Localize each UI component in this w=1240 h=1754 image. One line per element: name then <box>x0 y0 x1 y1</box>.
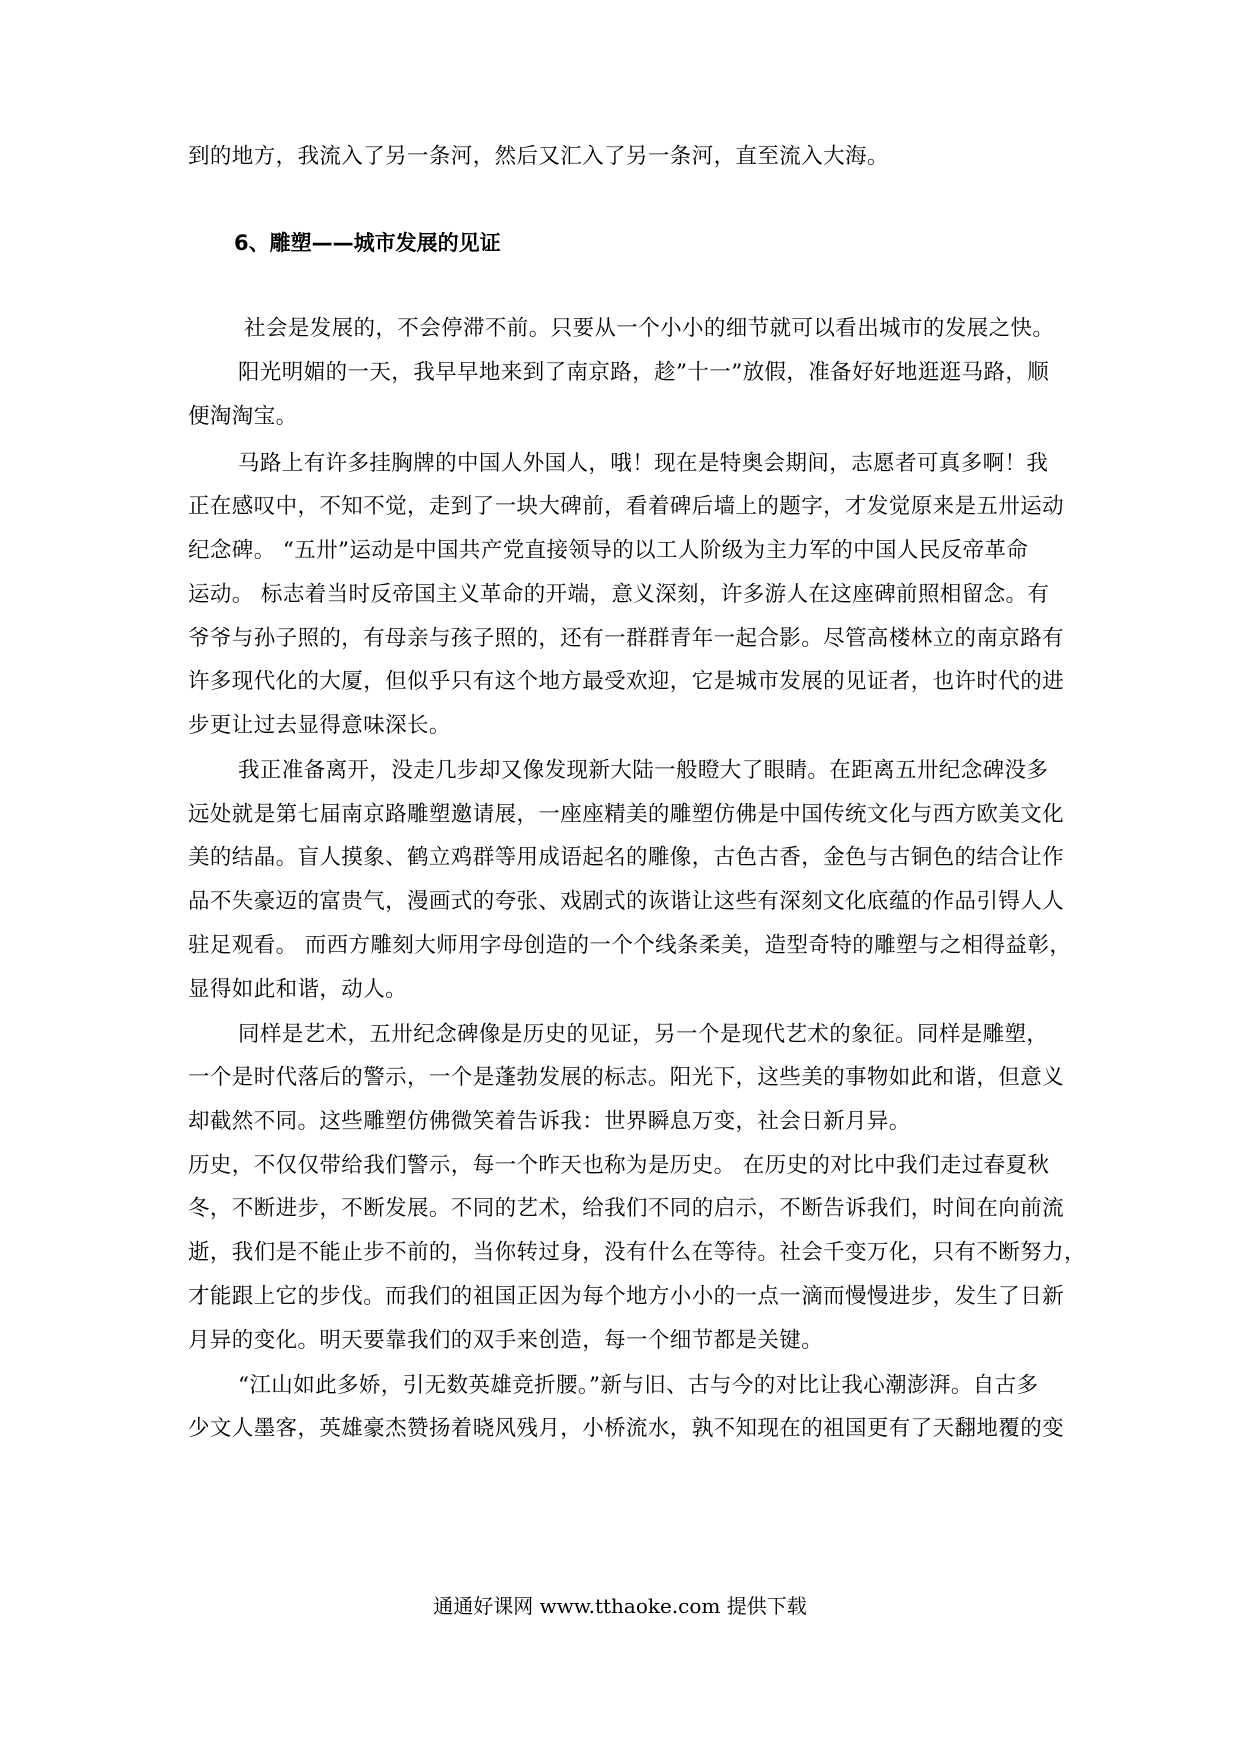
paragraph-line: 运动。 标志着当时反帝国主义革命的开端，意义深刻，许多游人在这座碑前照相留念。有 <box>188 582 1050 607</box>
paragraph-line: 便淘淘宝。 <box>188 404 298 429</box>
paragraph-line: 社会是发展的，不会停滞不前。只要从一个小小的细节就可以看出城市的发展之快。 <box>244 316 1055 341</box>
paragraph-line: 步更让过去显得意味深长。 <box>188 713 451 738</box>
paragraph-line: 一个是时代落后的警示，一个是蓬勃发展的标志。阳光下，这些美的事物如此和谐，但意义 <box>188 1065 1065 1090</box>
paragraph-line: 冬，不断进步，不断发展。不同的艺术，给我们不同的启示，不断告诉我们，时间在向前流 <box>188 1196 1065 1221</box>
paragraph-line: 美的结晶。盲人摸象、鹤立鸡群等用成语起名的雕像，古色古香，金色与古铜色的结合让作 <box>188 845 1065 870</box>
paragraph-line: “江山如此多娇，引无数英雄竞折腰。”新与旧、古与今的对比让我心潮澎湃。自古多 <box>238 1373 1039 1398</box>
paragraph-line: 我正准备离开，没走几步却又像发现新大陆一般瞪大了眼睛。在距离五卅纪念碑没多 <box>238 758 1049 783</box>
paragraph-line: 品不失豪迈的富贵气，漫画式的夸张、戏剧式的诙谐让这些有深刻文化底蕴的作品引锝人人 <box>188 889 1065 914</box>
paragraph-line: 月异的变化。明天要靠我们的双手来创造，每一个细节都是关键。 <box>188 1328 824 1353</box>
paragraph-line: 才能跟上它的步伐。而我们的祖国正因为每个地方小小的一点一滴而慢慢进步，发生了日新 <box>188 1284 1065 1309</box>
paragraph-line: 爷爷与孙子照的，有母亲与孩子照的，还有一群群青年一起合影。尽管高楼林立的南京路有 <box>188 626 1065 651</box>
paragraph-line: 驻足观看。 而西方雕刻大师用字母创造的一个个线条柔美，造型奇特的雕塑与之相得益彰， <box>188 933 1072 958</box>
paragraph-line: 阳光明媚的一天，我早早地来到了南京路，趁”十一”放假，准备好好地逛逛马路，顺 <box>238 360 1050 385</box>
paragraph-line: 远处就是第七届南京路雕塑邀请展，一座座精美的雕塑仿佛是中国传统文化与西方欧美文化 <box>188 802 1065 827</box>
page-footer: 通通好课网 www.tthaoke.com 提供下载 <box>433 1594 807 1618</box>
paragraph-line: 历史，不仅仅带给我们警示，每一个昨天也称为是历史。 在历史的对比中我们走过春夏秋 <box>188 1153 1050 1178</box>
paragraph-line: 正在感叹中，不知不觉，走到了一块大碑前，看着碑后墙上的题字，才发觉原来是五卅运动 <box>188 494 1065 519</box>
paragraph-line: 显得如此和谐，动人。 <box>188 977 408 1002</box>
paragraph-line: 同样是艺术，五卅纪念碑像是历史的见证，另一个是现代艺术的象征。同样是雕塑， <box>238 1022 1049 1047</box>
paragraph-line: 许多现代化的大厦，但似乎只有这个地方最受欢迎，它是城市发展的见证者，也许时代的进 <box>188 669 1065 694</box>
paragraph-line: 逝，我们是不能止步不前的，当你转过身，没有什么在等待。社会千变万化，只有不断努力， <box>188 1240 1086 1265</box>
paragraph-line: 马路上有许多挂胸牌的中国人外国人，哦！现在是特奥会期间，志愿者可真多啊！我 <box>238 451 1049 476</box>
intro-line: 到的地方，我流入了另一条河，然后又汇入了另一条河，直至流入大海。 <box>188 144 889 169</box>
section-heading: 6、雕塑——城市发展的见证 <box>234 231 501 255</box>
paragraph-line: 纪念碑。 “五卅”运动是中国共产党直接领导的以工人阶级为主力军的中国人民反帝革命 <box>188 538 1029 563</box>
paragraph-line: 却截然不同。这些雕塑仿佛微笑着告诉我：世界瞬息万变，社会日新月异。 <box>188 1109 911 1134</box>
paragraph-line: 少文人墨客，英雄豪杰赞扬着晓风残月，小桥流水，孰不知现在的祖国更有了天翻地覆的变 <box>188 1416 1065 1441</box>
